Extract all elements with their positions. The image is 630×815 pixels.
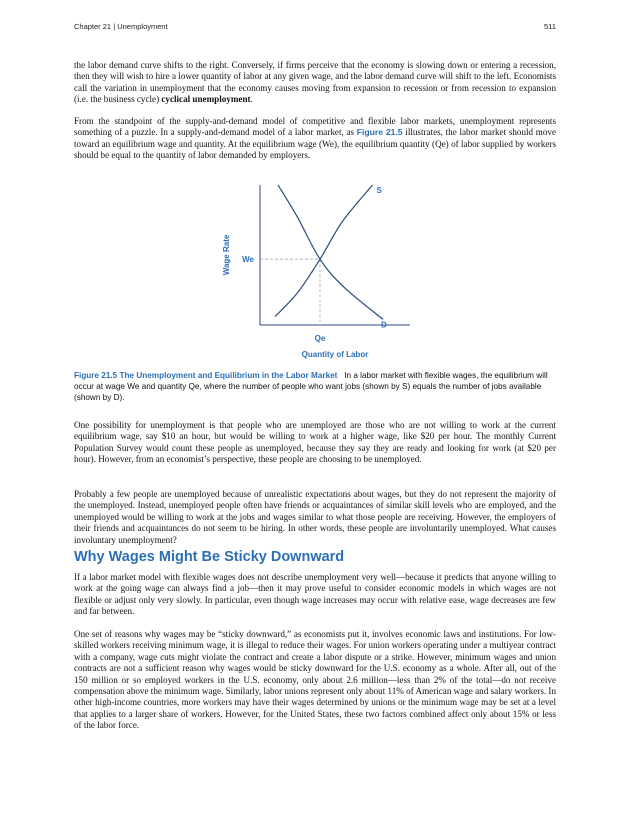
page-header [74, 22, 556, 31]
paragraph-involuntary-unemployment: Probably a few people are unemployed because of unrealistic expectations about wages, but they do not represent the majority of the unemployed. Instead, unemployed people often have friends or acquaintances of similar skill levels who are employed, and the unemployed would be willing to work at the jobs and wages similar to what those people are receiving. However, the employers of their friends and acquaintances do not seem to be hiring. In other words, these people are involuntarily unemployed. What causes involuntary unemployment? [74, 489, 556, 545]
figure-caption-text: In a labor market with flexible wages, the equilibrium will occur at wage We and quantity Qe, where the number of people who want jobs (shown by S) equals the number of jobs available (shown by D). [74, 371, 548, 402]
paragraph-cyclical-unemployment: the labor demand curve shifts to the right. Conversely, if firms perceive that the economy is slowing down or entering a recession, then they will wish to hire a lower quantity of labor at any given wage, and the labor demand curve will shift to the left. Economists call the variation in unemployment that the economy causes moving from expansion to recession or from recession to expansion (i.e. the business cycle) cyclical unemployment. [74, 60, 556, 105]
paragraph-sticky-wages: One set of reasons why wages may be “sticky downward,” as economists put it, involves economic laws and institutions. For low-skilled workers receiving minimum wage, it is illegal to reduce their wages. For union workers operating under a multiyear contract with a company, wage cuts might violate the contract and create a labor dispute or a strike. However, minimum wages and union contracts are not a sufficient reason why wages would be sticky downward for the U.S. economy as a whole. After all, out of the 150 million or so employed workers in the U.S. economy, only about 2.6 million—less than 2% of the total—do not receive compensation above the minimum wage. Similarly, labor unions represent only about 11% of American wage and salary workers. In other high-income countries, more workers may have their wages determined by unions or the minimum wage may be set at a level that applies to a larger share of workers. However, for the United States, these two factors combined affect only about 15% or less of the labor force. [74, 629, 556, 731]
figure-caption-title: Figure 21.5 The Unemployment and Equilibrium in the Labor Market [74, 371, 338, 380]
equilibrium-wage-label: We [242, 255, 254, 265]
figure-caption [74, 370, 556, 403]
equilibrium-quantity-label: Qe [314, 334, 326, 343]
paragraph-text: the labor demand curve shifts to the right. Conversely, if firms perceive that the economy is slowing down or entering a recession, then they will wish to hire a lower quantity of labor at any given wage, and the labor demand curve will shift to the left. Economists call the variation in unemployment that the economy causes moving from expansion to recession or from recession to expansion (i.e. the business cycle) [74, 60, 556, 105]
supply-curve-label: S [376, 186, 382, 195]
paragraph-text: From the standpoint of the supply-and-demand model of competitive and flexible labor markets, unemployment represents something of a puzzle. In a supply-and-demand model of a labor market, as [74, 116, 556, 138]
figure-reference-link[interactable]: Figure 21.5 [356, 127, 403, 138]
key-term-cyclical-unemployment: cyclical unemployment [161, 94, 251, 105]
chapter-title: Chapter 21 | Unemployment [74, 22, 168, 31]
paragraph-voluntary-unemployment: One possibility for unemployment is that people who are unemployed are those who are not willing to work at the current equilibrium wage, say $10 an hour, but would be willing to work at a higher wage, like $20 per hour. The monthly Current Population Survey would count these people as unemployed, because they say they are ready and looking for work (at $20 per hour). However, from an economist’s perspective, these people are choosing to be unemployed. [74, 420, 556, 465]
x-axis-title: Quantity of Labor [301, 350, 369, 359]
paragraph-flexible-wages: If a labor market model with flexible wages does not describe unemployment very well—because it predicts that anyone willing to work at the going wage can always find a job—then it may prove useful to consider economic models in which wages are not flexible or adjust only very slowly. In particular, even though wage increases may occur with relative ease, wage decreases are few and far between. [74, 572, 556, 617]
labor-market-chart [215, 180, 415, 365]
demand-curve [278, 185, 383, 319]
demand-curve-label: D [381, 320, 387, 330]
paragraph-text: illustrates, the labor market should move toward an equilibrium wage and quantity. At the equilibrium wage (We), the equilibrium quantity (Qe) of labor supplied by workers should be equal to the quantity of labor demanded by employers. [74, 127, 556, 161]
section-heading: Why Wages Might Be Sticky Downward [74, 549, 345, 565]
y-axis-title: Wage Rate [222, 234, 231, 276]
paragraph-labor-market-puzzle [74, 116, 556, 162]
page-number: 511 [544, 22, 556, 31]
